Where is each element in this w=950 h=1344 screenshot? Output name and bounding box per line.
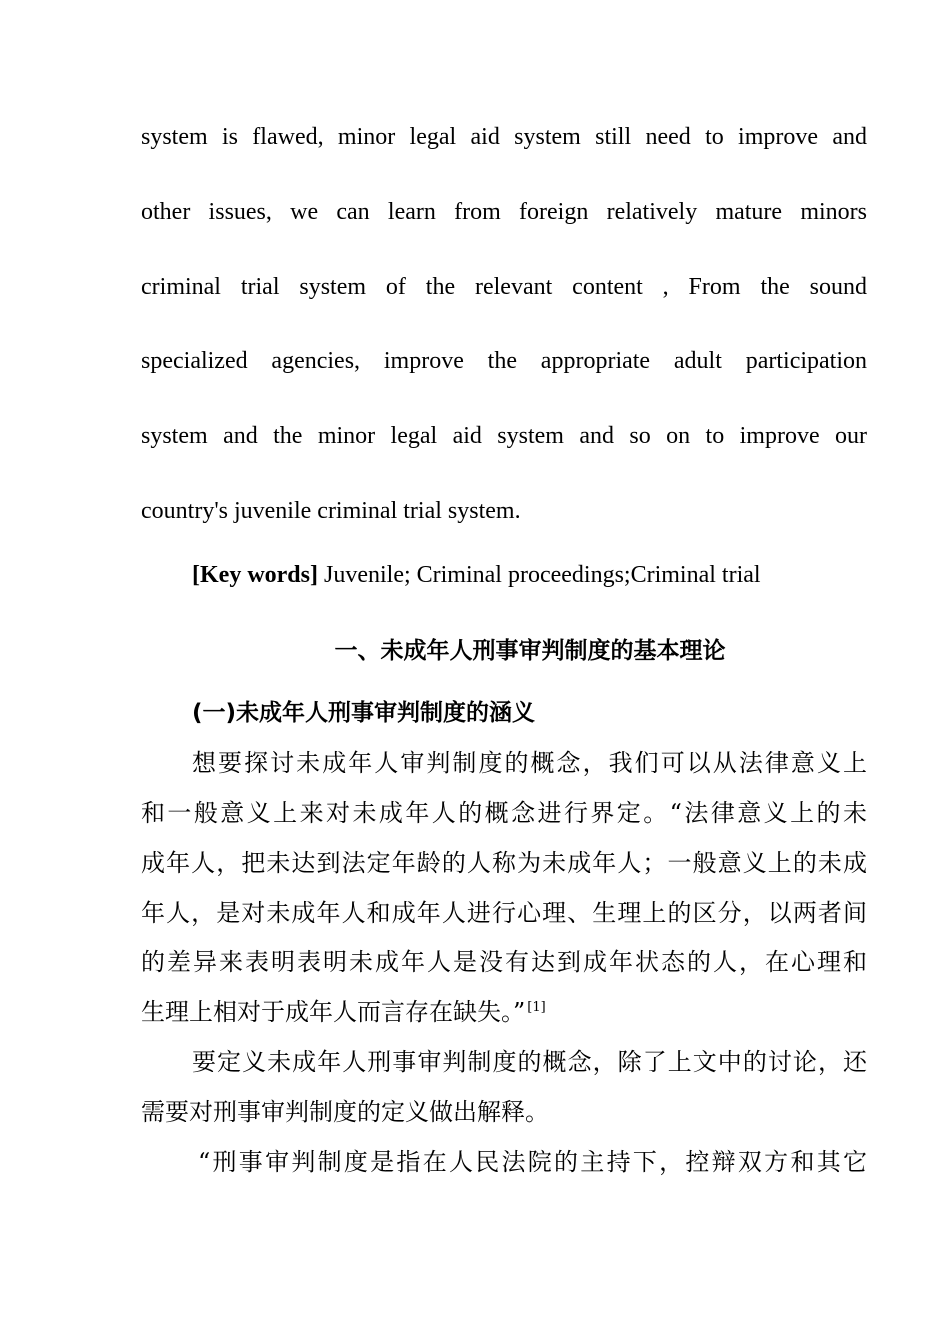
abstract-line-4: specialized agencies, improve the appropriate adult participation [141,348,867,374]
abstract-line-6: country's juvenile criminal trial system. [141,498,521,524]
paragraph-1-line-5: 的差异来表明表明未成年人是没有达到成年状态的人，在心理和 [141,948,867,976]
section-heading: 一、未成年人刑事审判制度的基本理论 [334,638,726,664]
subsection-heading: (一)未成年人刑事审判制度的涵义 [192,700,536,726]
paragraph-1-line-2: 和一般意义上来对未成年人的概念进行界定。“法律意义上的未 [141,799,867,827]
paragraph-2-line-1: 要定义未成年人刑事审判制度的概念，除了上文中的讨论，还 [192,1048,867,1076]
abstract-line-5: system and the minor legal aid system and so on to improve our [141,423,867,449]
abstract-line-3: criminal trial system of the relevant content , From the sound [141,274,867,300]
paragraph-1-line-1: 想要探讨未成年人审判制度的概念，我们可以从法律意义上 [192,749,867,777]
keywords-line [192,560,761,590]
paragraph-1-line-6-text: 生理上相对于成年人而言存在缺失。” [141,998,526,1026]
keywords-label: [Key words] [192,562,318,588]
abstract-line-1: system is flawed, minor legal aid system still need to improve and [141,124,867,150]
paragraph-3-line-1: “刑事审判制度是指在人民法院的主持下，控辩双方和其它 [198,1148,867,1176]
citation-ref-1: [1] [527,1000,546,1015]
keywords-text: Juvenile; Criminal proceedings;Criminal trial [317,562,761,588]
paragraph-2-line-2: 需要对刑事审判制度的定义做出解释。 [141,1098,549,1126]
paragraph-1-line-6 [141,997,867,1027]
abstract-line-2: other issues, we can learn from foreign relatively mature minors [141,199,867,225]
paragraph-1-line-4: 年人，是对未成年人和成年人进行心理、生理上的区分，以两者间 [141,899,867,927]
paragraph-1-line-3: 成年人，把未达到法定年龄的人称为未成年人；一般意义上的未成 [141,849,867,877]
